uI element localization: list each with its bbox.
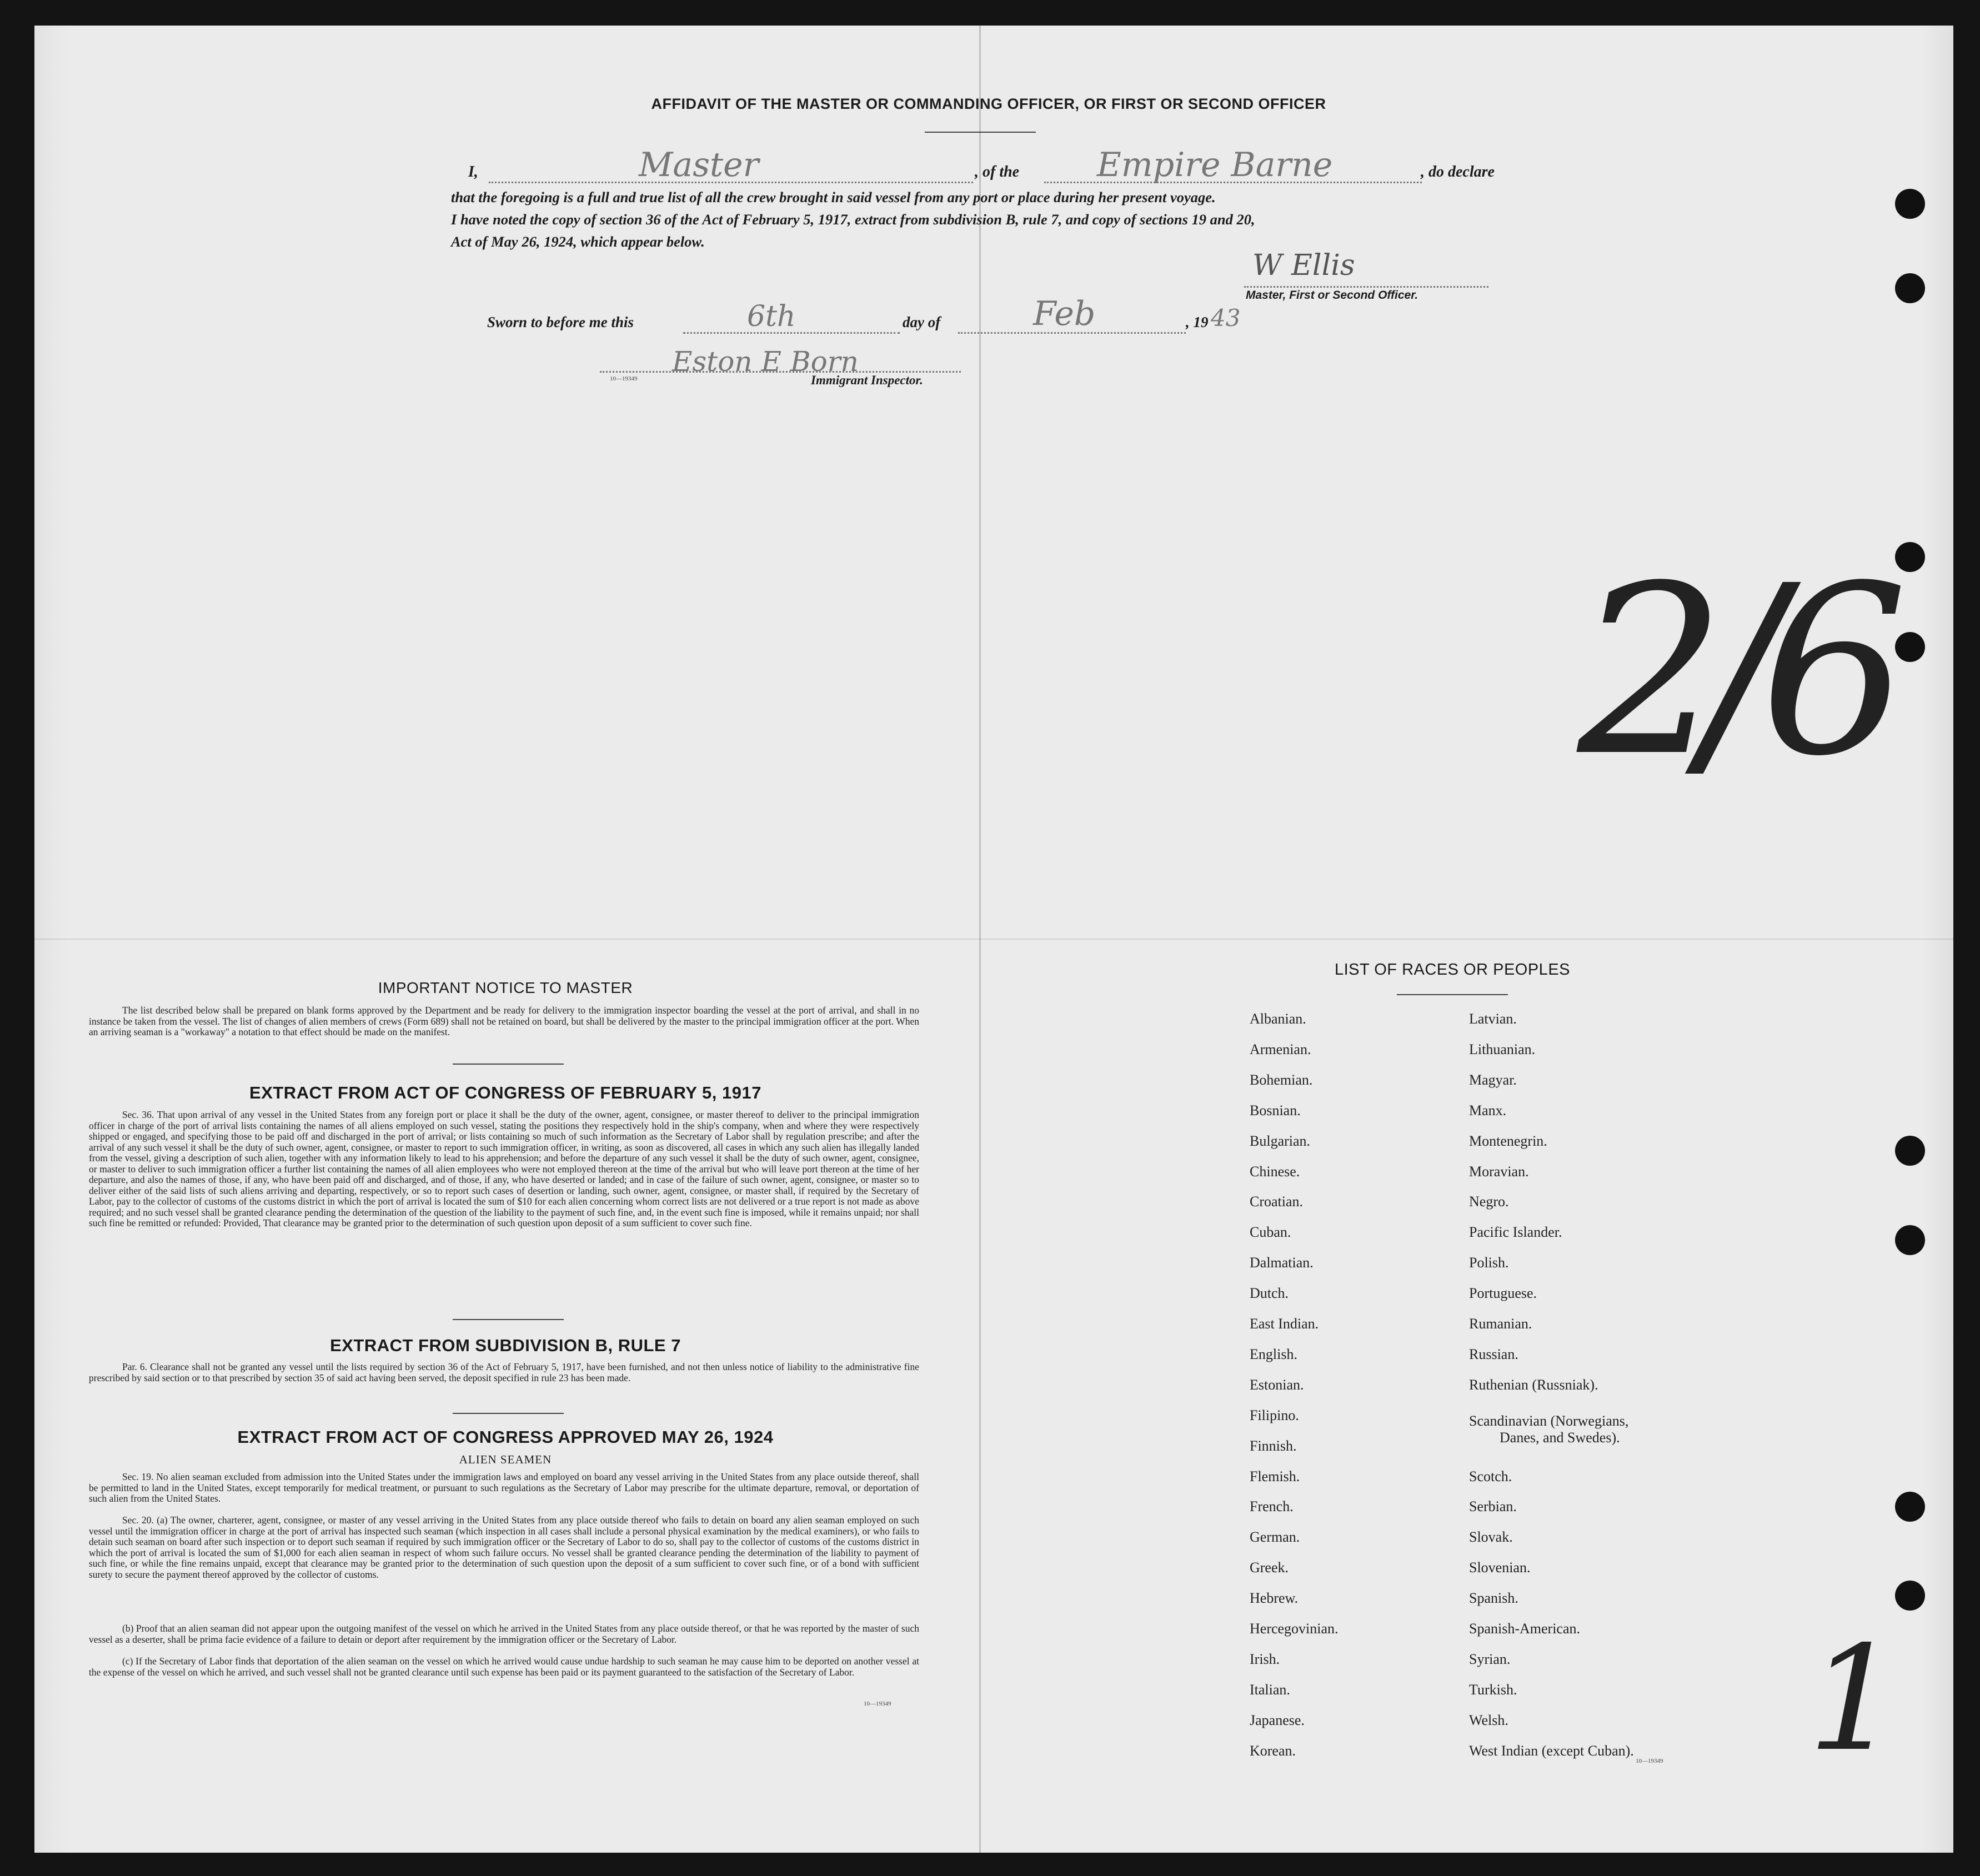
extract-1917-rule [453,1319,564,1320]
race-right-item: Russian. [1469,1346,1518,1362]
race-right-item: Ruthenian (Russniak). [1469,1376,1598,1393]
inspector-caption: Immigrant Inspector. [811,373,923,387]
race-left-item: Hebrew. [1250,1590,1299,1607]
race-left-item: Chinese. [1250,1163,1300,1180]
race-right-item: Magyar. [1469,1071,1517,1088]
race-left-item: Bosnian. [1250,1102,1301,1118]
race-right-item: Slovak. [1469,1529,1513,1546]
race-left-item: Dalmatian. [1250,1255,1314,1271]
race-left-item: Bulgarian. [1250,1132,1311,1149]
race-right-item: Montenegrin. [1469,1132,1547,1149]
rule-7-rule [453,1413,564,1414]
affidavit-title-rule [925,132,1036,133]
extract-1924-subtitle: ALIEN SEAMEN [459,1453,552,1466]
race-right-item: Polish. [1469,1255,1509,1271]
race-left-item: Estonian. [1250,1376,1304,1393]
race-left-item: Japanese. [1250,1712,1305,1728]
race-left-item: Dutch. [1250,1285,1289,1302]
race-right-item: Turkish. [1469,1681,1517,1698]
race-left-item: Greek. [1250,1559,1289,1576]
affidavit-line-1: that the foregoing is a full and true list of all the crew brought in said vessel from any port or place during her present voyage. [451,189,1216,205]
corner-mark-handwritten: 1 [1808,1616,1900,1783]
race-left-item: English. [1250,1346,1297,1362]
master-signature: W Ellis [1252,249,1355,282]
race-right-item: West Indian (except Cuban). [1469,1742,1634,1759]
affidavit-line-2: I have noted the copy of section 36 of the Act of February 5, 1917, extract from subdivision B, rule 7, and copy of sections 19 and 20, [451,211,1255,228]
race-right-item: Scandinavian (Norwegians, [1469,1412,1629,1429]
officer-handwritten: Master [639,146,759,184]
race-right-item: Slovenian. [1469,1559,1531,1576]
affidavit-line-3: Act of May 26, 1924, which appear below. [451,233,705,250]
rule-7-title: EXTRACT FROM SUBDIVISION B, RULE 7 [330,1336,681,1355]
extract-1924-sec20a: Sec. 20. (a) The owner, charterer, agent, consignee, or master of any vessel arriving in the United States from any place outside thereof who fails to detain on board any alien seaman employed on such vessel until the immigration officer in charge at the port of arrival has inspected such seaman (which inspection in all cases shall include a personal physical examination by the medical examiners), or who fails to detain such seaman on board after such inspection or to deport such seaman if required by such immigration officer or the Secretary of Labor to do so, shall pay to the collector of customs of the customs district in which the port of arrival is located the sum of $1,000 for each alien seaman in respect of whom such failure occurs. No vessel shall be granted clearance pending the determination of the liability to payment of such fine, or while the fine remains unpaid, except that clearance may be granted prior to the determination of such question upon the deposit of a sum sufficient to cover such fine, or of a bond with sufficient surety to secure the payment thereof approved by the collector of customs. [89,1514,919,1580]
race-left-item: Italian. [1250,1681,1290,1698]
race-left-item: French. [1250,1498,1294,1515]
race-right-item: Rumanian. [1469,1316,1532,1332]
race-right-item: Syrian. [1469,1651,1511,1667]
punch-hole-4 [1895,632,1925,662]
race-right-item: Scotch. [1469,1468,1512,1484]
race-left-item: Croatian. [1250,1193,1304,1210]
race-right-item: Lithuanian. [1469,1041,1536,1057]
race-right-item: Spanish-American. [1469,1621,1581,1637]
race-left-item: Korean. [1250,1742,1296,1759]
race-right-item: Manx. [1469,1102,1507,1118]
master-caption: Master, First or Second Officer. [1246,289,1418,302]
page-mark-handwritten: 2/6 [1577,536,1886,807]
punch-hole-6 [1895,1225,1925,1255]
day-of-label: day of [903,314,941,330]
month-handwritten: Feb [1033,294,1096,333]
race-right-item: Spanish. [1469,1590,1518,1607]
master-signature-line [1244,286,1488,288]
race-left-item: Cuban. [1250,1224,1291,1241]
punch-hole-8 [1895,1581,1925,1611]
race-right-item: Welsh. [1469,1712,1508,1728]
year-handwritten: 43 [1211,304,1241,332]
race-right-item: Latvian. [1469,1011,1517,1027]
vessel-handwritten: Empire Barne [1097,146,1333,184]
year-prefix: , 19 [1186,314,1209,330]
races-title-rule [1397,994,1508,995]
affidavit-do-declare: , do declare [1421,163,1495,180]
race-right-item: Negro. [1469,1193,1509,1210]
day-handwritten: 6th [747,300,796,333]
notice-text: The list described below shall be prepared on blank forms approved by the Department and be ready for delivery to the immigration inspector boarding the vessel at the port of arrival, and shall in no instance be taken from the vessel. The list of changes of alien members of crews (Form 689) shall not be retained on board, but shall be delivered by the master to the principal immigration officer at the port. When an arriving seaman is a "workaway" a notation to that effect should be made on the manifest. [89,1005,919,1037]
extract-1924-sec19: Sec. 19. No alien seaman excluded from admission into the United States under the immigration laws and employed on board any vessel arriving in the United States from any place outside thereof, shall be permitted to land in the United States, except temporarily for medical treatment, or pursuant to such regulations as the Secretary of Labor may prescribe for the ultimate departure, removal, or deportation of such alien from the United States. [89,1471,919,1504]
affidavit-of-the: , of the [975,163,1020,180]
extract-1917-text: Sec. 36. That upon arrival of any vessel in the United States from any foreign port or place it shall be the duty of the owner, agent, consignee, or master thereof to deliver to the principal immigration officer in charge of the port of arrival lists containing the names of all aliens employed on such vessel, stating the positions they respectively hold in the ship's company, when and where they were respectively shipped or engaged, and specifying those to be paid off and discharged in the port of arrival; or lists containing so much of such information as the Secretary of Labor shall by regulation prescribe; and after the arrival of any such vessel it shall be the duty of such owner, agent, consignee, or master to report to such immigration officer, in writing, as soon as discovered, all cases in which any such alien has illegally landed from the vessel, giving a description of such alien, together with any information likely to lead to his apprehension; and before the departure of any such vessel it shall be the duty of such owner, agent, consignee, or master to deliver to such immigration officer a further list containing the names of all alien employees who were not employed thereon at the time of the arrival but who will leave port thereon at the time of her departure, and also the names of those, if any, who have been paid off and discharged, and of those, if any, who have deserted or landed; and in case of the failure of such owner, agent, consignee, or master so to deliver either of the said lists of such aliens arriving and departing, respectively, or so to report such cases of desertion or landing, such owner, agent, consignee, or master shall, if required by the Secretary of Labor, pay to the collector of customs of the customs district in which the port of arrival is located the sum of $10 for each alien concerning whom correct lists are not delivered or a true report is not made as above required; and no such vessel shall be granted clearance pending the determination of the question of the liability to the payment of such fine, and, in the event such fine is imposed, while it remains unpaid; nor shall such fine be remitted or refunded: Provided, That clearance may be granted prior to the determination of such question upon deposit of a sum sufficient to cover such fine. [89,1109,919,1228]
race-left-item: Irish. [1250,1651,1280,1667]
extract-1924-form-number: 10—19349 [864,1701,891,1707]
affidavit-form-number: 10—19349 [610,375,638,382]
extract-1917-title: EXTRACT FROM ACT OF CONGRESS OF FEBRUARY 5, 1917 [249,1083,761,1102]
race-left-item: Filipino. [1250,1407,1299,1423]
punch-hole-3 [1895,542,1925,572]
race-left-item: Bohemian. [1250,1071,1313,1088]
race-right-item: Moravian. [1469,1163,1529,1180]
race-right-item: Danes, and Swedes). [1500,1429,1620,1446]
inspector-signature: Eston E Born [672,345,859,378]
race-right-item: Portuguese. [1469,1285,1537,1302]
race-left-item: Armenian. [1250,1041,1311,1057]
affidavit-i-label: I, [468,163,478,180]
race-left-item: German. [1250,1529,1300,1546]
punch-hole-7 [1895,1492,1925,1522]
punch-hole-1 [1895,189,1925,219]
inspector-line [600,371,961,373]
race-left-item: Hercegovinian. [1250,1621,1339,1637]
race-left-item: Albanian. [1250,1011,1306,1027]
races-form-number: 10—19349 [1636,1758,1663,1764]
affidavit-title: AFFIDAVIT OF THE MASTER OR COMMANDING OFFICER, OR FIRST OR SECOND OFFICER [651,96,1326,112]
race-left-item: Finnish. [1250,1437,1297,1454]
rule-7-text: Par. 6. Clearance shall not be granted any vessel until the lists required by section 36 of the Act of February 5, 1917, have been furnished, and not then unless notice of liability to the administrative fine prescribed by said section or to that prescribed by section 35 of said act having been served, the deposit specified in rule 23 has been made. [89,1361,919,1383]
extract-1924-title: EXTRACT FROM ACT OF CONGRESS APPROVED MAY 26, 1924 [237,1427,774,1447]
punch-hole-2 [1895,273,1925,303]
races-title: LIST OF RACES OR PEOPLES [1334,961,1571,979]
race-right-item: Pacific Islander. [1469,1224,1562,1241]
extract-1924-sec20c: (c) If the Secretary of Labor finds that deportation of the alien seaman on the vessel on which he arrived would cause undue hardship to such seaman he may cause him to be deported on another vessel at the expense of the vessel on which he arrived, and such vessel shall not be granted clearance until such expense has been paid or its payment guaranteed to the satisfaction of the Secretary of Labor. [89,1656,919,1678]
race-left-item: East Indian. [1250,1316,1319,1332]
sworn-label: Sworn to before me this [487,314,634,330]
notice-title: IMPORTANT NOTICE TO MASTER [378,979,633,996]
horizontal-fold [34,939,1953,940]
race-left-item: Flemish. [1250,1468,1300,1484]
extract-1924-sec20b: (b) Proof that an alien seaman did not appear upon the outgoing manifest of the vessel on which he arrived in the United States from any place outside thereof, or that he was reported by the master of such vessel as a deserter, shall be prima facie evidence of a failure to detain or deport after requirement by the immigration officer or the Secretary of Labor. [89,1623,919,1645]
notice-rule [453,1064,564,1065]
punch-hole-5 [1895,1136,1925,1166]
race-right-item: Serbian. [1469,1498,1517,1515]
